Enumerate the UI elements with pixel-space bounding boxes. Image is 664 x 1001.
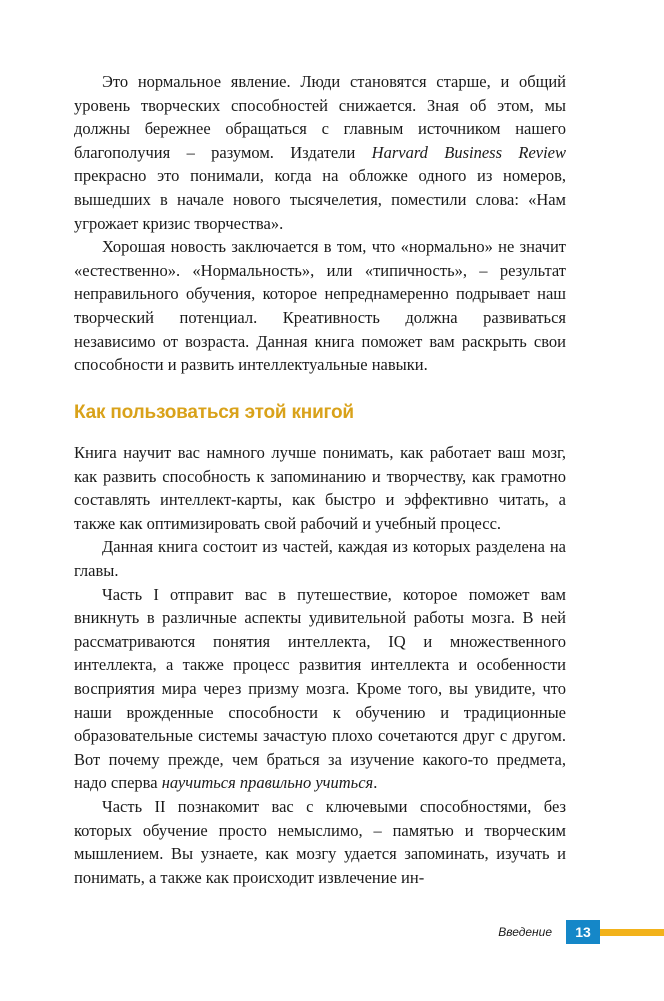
paragraph-part-one <box>74 583 566 795</box>
paragraph-part-two: Часть II познакомит вас с ключевыми способностями, без которых обучение просто немыслимо, – памятью и творческим мышлением. Вы узнаете, как мозгу удается запоминать, изучать и понимать, а также как происходит извлечение ин- <box>74 796 566 887</box>
page-number-badge: 13 <box>566 920 600 944</box>
footer-accent-bar <box>600 929 664 936</box>
running-footer-chapter: Введение <box>498 925 552 939</box>
paragraph-text: Это нормальное явление. Люди становятся старше, и общий уровень творческих способностей снижается. Зная об этом, мы должны бережнее обращаться с главным источником нашего благополучия – разумом. Издатели <box>74 72 566 162</box>
intro-text-block <box>74 70 566 377</box>
italic-emphasis: научиться правильно учиться <box>161 773 374 793</box>
how-to-use-text-block <box>74 441 566 889</box>
paragraph-text: прекрасно это понимали, когда на обложке одного из номеров, вышедших в начале нового тысячелетия, поместили слова: «Нам угрожает кризис творчества». <box>74 166 566 233</box>
italic-publication-name: Harvard Business Review <box>371 142 567 162</box>
section-heading: Как пользоваться этой книгой <box>74 402 354 423</box>
paragraph-creativity-decline <box>74 70 566 235</box>
paragraph-text: Часть I отправит вас в путешествие, которое поможет вам вникнуть в различные аспекты удивительной работы мозга. В ней рассматриваются понятия интеллекта, IQ и множественного интеллекта, а также процесс развития интеллекта и особенности восприятия мира через призму мозга. Кроме того, вы увидите, что наши врожденные способности к обучению и традиционные образовательные системы зачастую плохо сочетаются друг с другом. Вот почему прежде, чем браться за изучение какого-то предмета, надо сперва <box>74 584 566 793</box>
paragraph-book-structure: Данная книга состоит из частей, каждая из которых разделена на главы. <box>74 537 566 580</box>
paragraph-text: . <box>373 773 378 793</box>
paragraph-book-overview: Книга научит вас намного лучше понимать, как работает ваш мозг, как развить способность к запоминанию и творчеству, как грамотно составлять интеллект-карты, как быстро и эффективно читать, а также как оптимизировать свой рабочий и учебный процесс. <box>74 443 566 533</box>
paragraph-good-news: Хорошая новость заключается в том, что «нормально» не значит «естественно». «Нормальность», или «типичность», – результат неправильного обучения, которое непреднамеренно подрывает наш творческий потенциал. Креативность должна развиваться независимо от возраста. Данная книга поможет вам раскрыть свои способности и развить интеллектуальные навыки. <box>74 237 566 375</box>
